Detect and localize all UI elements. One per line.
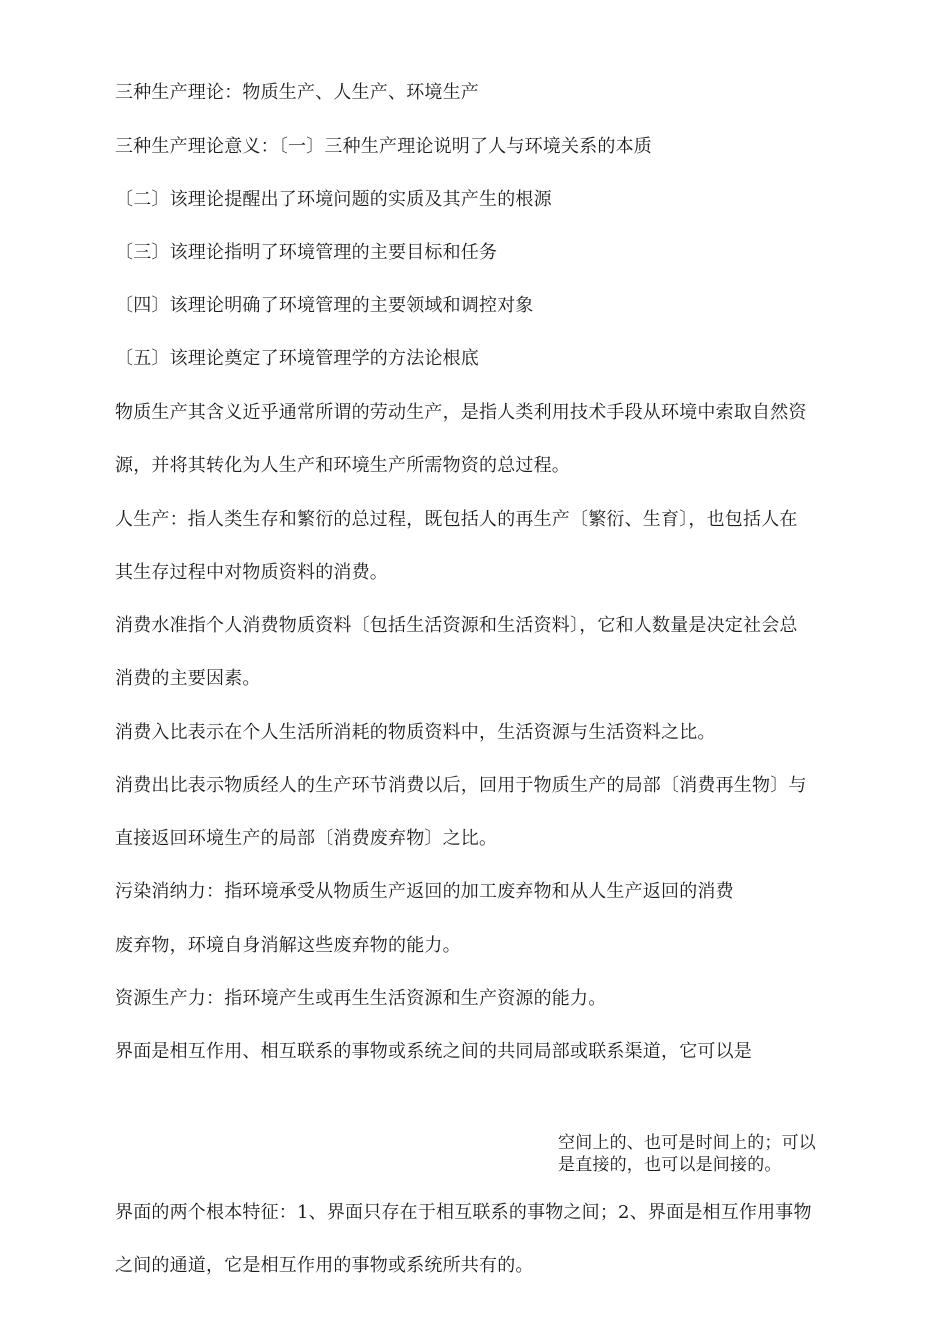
text-line-consumption-input-ratio: 消费入比表示在个人生活所消耗的物质资料中，生活资源与生活资料之比。: [115, 722, 716, 743]
text-line-human-production-2: 其生存过程中对物质资料的消费。: [115, 562, 388, 583]
text-line-theory-significance: 三种生产理论意义：〔一〕三种生产理论说明了人与环境关系的本质: [115, 136, 652, 157]
text-line-consumption-level-2: 消费的主要因素。: [115, 668, 261, 689]
text-line-pollution-capacity-2: 废弃物，环境自身消解这些废弃物的能力。: [115, 935, 461, 956]
text-line-resource-productivity: 资源生产力：指环境产生或再生生活资源和生产资源的能力。: [115, 988, 607, 1009]
text-line-interface-features-1: 界面的两个根本特征：1、界面只存在于相互联系的事物之间；2、界面是相互作用事物: [115, 1202, 812, 1223]
text-line-pollution-capacity-1: 污染消纳力：指环境承受从物质生产返回的加工废弃物和从人生产返回的消费: [115, 881, 734, 902]
text-line-point-4: 〔四〕该理论明确了环境管理的主要领域和调控对象: [115, 295, 534, 316]
text-line-interface-definition-cont-2: 是直接的，也可以是间接的。: [558, 1155, 782, 1175]
text-line-interface-features-2: 之间的通道，它是相互作用的事物或系统所共有的。: [115, 1255, 534, 1276]
text-line-consumption-output-ratio-2: 直接返回环境生产的局部〔消费废弃物〕之比。: [115, 828, 498, 849]
text-line-interface-definition-cont-1: 空间上的、也可是时间上的；可以: [558, 1133, 816, 1153]
text-line-point-3: 〔三〕该理论指明了环境管理的主要目标和任务: [115, 242, 498, 263]
text-line-material-production-2: 源，并将其转化为人生产和环境生产所需物资的总过程。: [115, 455, 570, 476]
text-line-human-production-1: 人生产：指人类生存和繁衍的总过程，既包括人的再生产〔繁衍、生育〕，也包括人在: [115, 509, 798, 530]
text-line-material-production-1: 物质生产其含义近乎通常所谓的劳动生产，是指人类利用技术手段从环境中索取自然资: [115, 402, 807, 423]
text-line-consumption-level-1: 消费水准指个人消费物质资料〔包括生活资源和生活资料〕，它和人数量是决定社会总: [115, 615, 798, 636]
text-line-point-5: 〔五〕该理论奠定了环境管理学的方法论根底: [115, 348, 479, 369]
text-line-consumption-output-ratio-1: 消费出比表示物质经人的生产环节消费以后，回用于物质生产的局部〔消费再生物〕与: [115, 775, 807, 796]
text-line-point-2: 〔二〕该理论提醒出了环境问题的实质及其产生的根源: [115, 189, 552, 210]
text-line-three-production-theory: 三种生产理论：物质生产、人生产、环境生产: [115, 82, 479, 103]
text-line-interface-definition: 界面是相互作用、相互联系的事物或系统之间的共同局部或联系渠道，它可以是: [115, 1041, 752, 1062]
